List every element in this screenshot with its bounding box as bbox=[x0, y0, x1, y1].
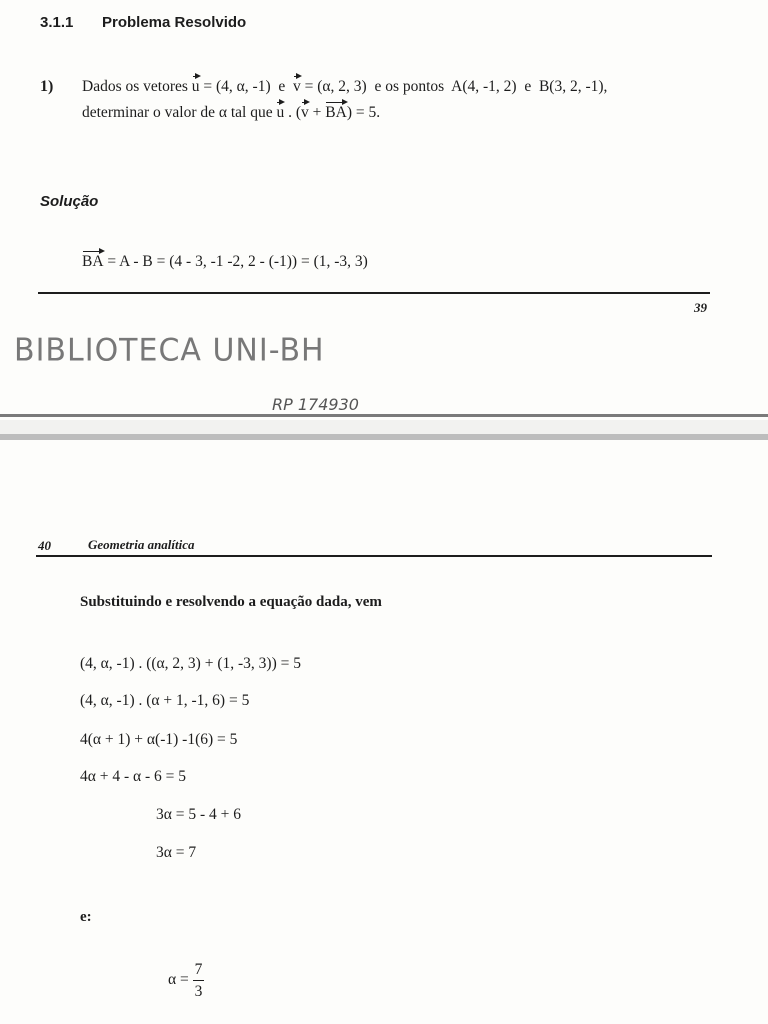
vector-u-definition: = (4, α, -1) bbox=[203, 78, 271, 95]
point-b: B(3, 2, -1), bbox=[538, 78, 608, 95]
point-a: A(4, -1, 2) bbox=[451, 78, 517, 95]
page-number: 39 bbox=[694, 300, 707, 315]
result-fraction bbox=[193, 962, 205, 999]
vector-v: v bbox=[301, 104, 309, 121]
problem-statement-line1 bbox=[82, 78, 607, 96]
section-number: 3.1.1 bbox=[40, 14, 74, 31]
problem-number: 1) bbox=[40, 78, 54, 95]
page-footer-rule bbox=[38, 292, 710, 294]
vector-u: u bbox=[276, 104, 285, 121]
result-lhs: α = bbox=[168, 971, 189, 989]
vector-u: u bbox=[191, 78, 200, 95]
header-rule bbox=[36, 555, 712, 557]
equation-step-1: (4, α, -1) . ((α, 2, 3) + (1, -3, 3)) = 5 bbox=[80, 655, 301, 672]
fraction-numerator: 7 bbox=[193, 962, 205, 981]
solution-intro: Substituindo e resolvendo a equação dada, vem bbox=[80, 594, 382, 610]
page-number: 40 bbox=[38, 538, 51, 553]
plus-operator: + bbox=[312, 104, 322, 121]
solution-label: Solução bbox=[40, 193, 99, 210]
paren: ( bbox=[295, 104, 302, 121]
problem-text: Dados os vetores bbox=[82, 78, 188, 95]
fraction-denominator: 3 bbox=[194, 982, 203, 1000]
section-title: Problema Resolvido bbox=[102, 14, 247, 31]
dot-operator: . bbox=[288, 104, 292, 121]
equation-step-6: 3α = 7 bbox=[156, 844, 197, 861]
vector-v: v bbox=[293, 78, 301, 95]
vector-v-definition: = (α, 2, 3) bbox=[304, 78, 367, 95]
conjunction: e bbox=[524, 78, 532, 95]
ba-equation bbox=[82, 253, 368, 271]
points-intro: e os pontos bbox=[374, 78, 445, 95]
page-edge bbox=[0, 434, 768, 440]
library-stamp: BIBLIOTECA UNI-BH bbox=[14, 332, 325, 369]
running-header: Geometria analítica bbox=[88, 537, 195, 552]
conjunction: e bbox=[278, 78, 286, 95]
equation-step-3: 4(α + 1) + α(-1) -1(6) = 5 bbox=[80, 731, 238, 748]
problem-text: determinar o valor de α tal que bbox=[82, 104, 273, 121]
equation-tail: ) = 5. bbox=[346, 104, 381, 121]
page-edge bbox=[0, 414, 768, 417]
vector-ba: BA bbox=[325, 104, 347, 121]
ba-equation-body: = A - B = (4 - 3, -1 -2, 2 - (-1)) = (1, -3, 3) bbox=[107, 253, 368, 270]
final-result bbox=[168, 962, 204, 999]
vector-ba: BA bbox=[82, 253, 104, 270]
equation-step-5: 3α = 5 - 4 + 6 bbox=[156, 806, 242, 823]
equation-step-2: (4, α, -1) . (α + 1, -1, 6) = 5 bbox=[80, 692, 250, 709]
conclusion-label: e: bbox=[80, 909, 92, 925]
equation-step-4: 4α + 4 - α - 6 = 5 bbox=[80, 768, 187, 785]
problem-statement-line2 bbox=[82, 104, 380, 122]
handwritten-registration-code: RP 174930 bbox=[272, 395, 359, 414]
